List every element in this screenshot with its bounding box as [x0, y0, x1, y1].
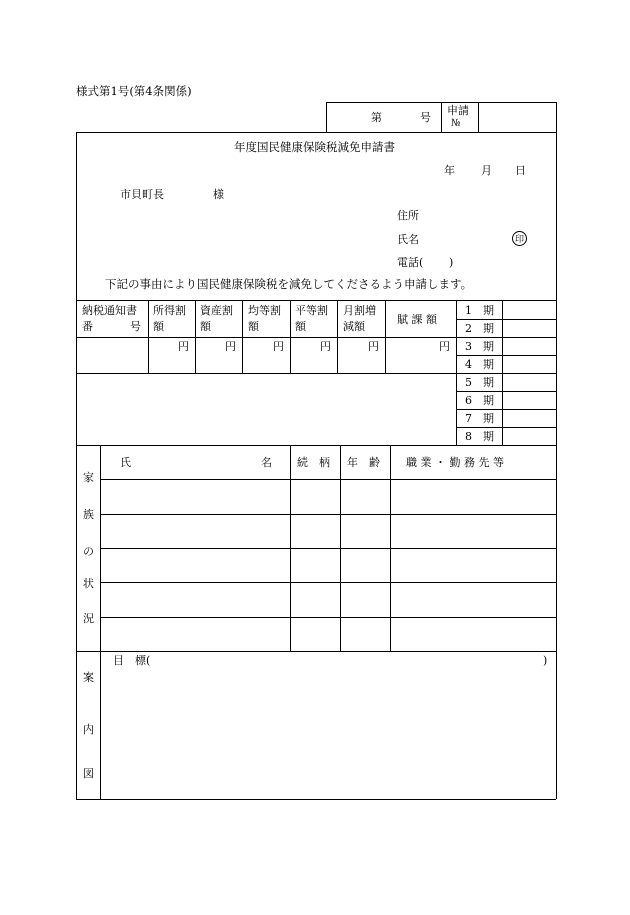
- addressee-mayor: 市貝町長: [120, 188, 164, 201]
- phone-label: 電話(: [397, 256, 424, 269]
- date-year: 年: [444, 164, 455, 177]
- period-label: 5 期: [465, 376, 494, 389]
- period-label: 3 期: [465, 340, 494, 353]
- relationship-header: 続 柄: [297, 456, 330, 469]
- age-header: 年 齢: [347, 456, 380, 469]
- period-label: 6 期: [465, 394, 494, 407]
- dai-label: 第: [371, 111, 382, 124]
- seal-mark-icon: 印: [512, 231, 527, 246]
- yen-unit: 円: [273, 340, 284, 353]
- per-capita-levy-header: 均等割: [248, 304, 281, 317]
- period-label: 4 期: [465, 358, 494, 371]
- notice-number-header-go: 号: [130, 320, 141, 333]
- asset-levy-header: 資産割: [200, 304, 233, 317]
- monthly-adjust-header: 月割増: [343, 304, 376, 317]
- per-household-levy-header: 平等割: [295, 304, 328, 317]
- family-section-char: 状: [83, 577, 94, 590]
- family-name-header-r: 名: [261, 456, 272, 469]
- occupation-header: 職 業 ・ 勤 務 先 等: [406, 456, 504, 469]
- landmark-close: ): [543, 654, 548, 667]
- family-section-char: 家: [83, 471, 94, 484]
- date-day: 日: [515, 164, 526, 177]
- go-label: 号: [420, 111, 431, 124]
- yen-unit: 円: [368, 340, 379, 353]
- income-levy-header: 所得割: [153, 304, 186, 317]
- date-month: 月: [481, 164, 492, 177]
- asset-levy-header-2: 額: [200, 320, 211, 333]
- family-name-header-l: 氏: [120, 456, 131, 469]
- per-capita-levy-header-2: 額: [248, 320, 259, 333]
- notice-number-header-ban: 番: [82, 320, 93, 333]
- notice-number-header: 納税通知書: [82, 304, 137, 317]
- family-section-char: 族: [83, 508, 94, 521]
- form-number-label: 様式第1号(第4条関係): [76, 84, 192, 98]
- no-label: №: [451, 118, 461, 129]
- family-section-char: 況: [83, 612, 94, 625]
- address-label: 住所: [397, 209, 419, 222]
- period-label: 1 期: [465, 304, 494, 317]
- landmark-label: 目 標(: [113, 654, 151, 667]
- monthly-adjust-header-2: 減額: [343, 320, 365, 333]
- addressee-sama: 様: [213, 188, 224, 201]
- yen-unit: 円: [225, 340, 236, 353]
- yen-unit: 円: [178, 340, 189, 353]
- family-section-char: の: [83, 545, 94, 558]
- per-household-levy-header-2: 額: [295, 320, 306, 333]
- map-section-char: 内: [83, 723, 94, 736]
- period-label: 8 期: [465, 430, 494, 443]
- yen-unit: 円: [320, 340, 331, 353]
- shinsei-label: 申請: [447, 104, 469, 117]
- income-levy-header-2: 額: [153, 320, 164, 333]
- request-statement: 下記の事由により国民健康保険税を減免してくださるよう申請します。: [105, 277, 473, 291]
- name-label: 氏名: [397, 233, 419, 246]
- yen-unit: 円: [439, 340, 450, 353]
- phone-close: ): [449, 256, 454, 269]
- form-title: 年度国民健康保険税減免申請書: [234, 140, 395, 154]
- map-section-char: 案: [83, 671, 94, 684]
- assessed-amount-header: 賦 課 額: [397, 313, 437, 326]
- period-label: 7 期: [465, 412, 494, 425]
- map-section-char: 図: [83, 767, 94, 780]
- period-label: 2 期: [465, 322, 494, 335]
